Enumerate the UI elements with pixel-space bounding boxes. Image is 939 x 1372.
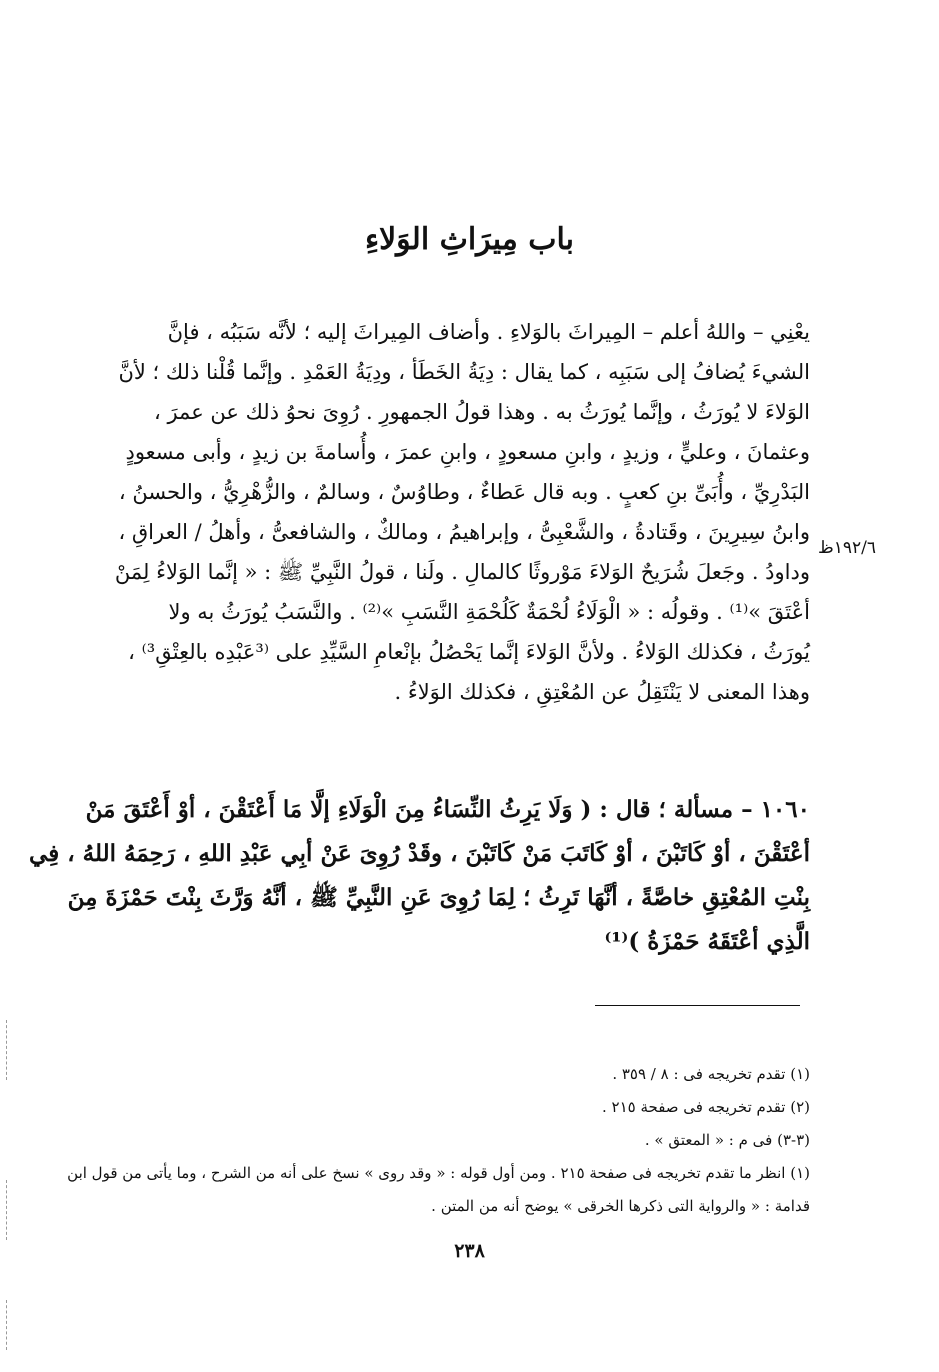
footnote: قدامة : « والرواية التى ذكرها الخرقى » يوضح أنه من المتن . <box>431 1197 810 1215</box>
text-line: يُورَثُ ، فكذلك الوَلاءُ . ولأنَّ الوَلاءَ إنَّما يَحْصُلُ بإنْعامِ السَّيِّدِ على ⁽³عَبْدِه بالعِتْقِ³⁾ ، <box>128 640 810 664</box>
masala-line: الَّذِي أعْتَقَهُ حَمْزَةُ )⁽¹⁾ <box>604 928 810 955</box>
scan-edge-mark <box>6 1020 7 1080</box>
chapter-title: باب مِيرَاثِ الوَلاءِ <box>364 222 575 257</box>
footnote: (٢) تقدم تخريجه فى صفحة ٢١٥ . <box>601 1098 810 1116</box>
footnote: (١) تقدم تخريجه فى : ٨ / ٣٥٩ . <box>612 1065 810 1083</box>
text-line: وابنُ سِيرِينَ ، وقَتادةُ ، والشَّعْبِىُّ ، وإبراهيمُ ، ومالكٌ ، والشافعىُّ ، وأهلُ / العراقِ ، <box>118 520 810 544</box>
page-number: ٢٣٨ <box>454 1240 485 1262</box>
margin-reference: ١٩٢/٦ظ <box>818 538 876 558</box>
masala-line: بِنْتِ المُعْتِقِ خاصَّةً ، أنَّهَا تَرِثُ ؛ لِمَا رُوِىَ عَنِ النَّبِيِّ ﷺ ، أنَّهُ وَرَّثَ بِنْتَ حَمْزَةَ مِنَ <box>67 884 810 911</box>
text-line: يعْنِي – واللهُ أعلم – المِيراثَ بالوَلاءِ . وأضاف المِيراثَ إليه ؛ لأنَّه سَبَبُه ، فإنَّ <box>167 320 810 344</box>
text-line: الوَلاءَ لا يُورَثُ ، وإنَّما يُورَثُ به . وهذا قولُ الجمهورِ . رُوِىَ نحوُ ذلك عن عمرَ ، <box>154 400 810 424</box>
scan-edge-mark <box>6 1180 7 1240</box>
masala-line: ١٠٦٠ – مسألة ؛ قال : ( وَلَا يَرِثُ النِّسَاءُ مِنَ الْوَلَاءِ إلَّا مَا أَعْتَقْنَ ، أوْ أَعْتَقَ مَنْ <box>85 796 810 823</box>
text-line: أعْتَقَ »⁽¹⁾ . وقولُه : « الْوَلَاءُ لُحْمَةٌ كَلُحْمَةِ النَّسَبِ »⁽²⁾ . والنَّسَبُ يُورَثُ به ولا <box>168 600 810 624</box>
masala-paragraph <box>29 788 810 964</box>
main-paragraph <box>114 312 810 712</box>
text-line: وعثمانَ ، وعليٍّ ، وزيدٍ ، وابنِ مسعودٍ ، وابنِ عمرَ ، وأُسامةَ بن زيدٍ ، وأبى مسعودٍ <box>125 440 810 464</box>
footnote: (١) انظر ما تقدم تخريجه فى صفحة ٢١٥ . ومن أول قوله : « وقد روى » نسخ على أنه من الشرح ، وما يأتى من قول ابن <box>67 1164 810 1182</box>
footnote-divider <box>595 1005 800 1006</box>
text-line: وهذا المعنى لا يَنْتَقِلُ عن المُعْتِقِ ، فكذلك الوَلاءُ . <box>394 680 810 704</box>
text-line: البَدْرِيِّ ، وأُبَىِّ بنِ كعبٍ . وبه قال عَطاءٌ ، وطاوُسٌ ، وسالمٌ ، والزُّهْرِيُّ ، والحسنُ ، <box>118 480 810 504</box>
text-line: الشيءَ يُضافُ إلى سَبَبِه ، كما يقال : دِيَةُ الخَطَأ ، ودِيَةُ العَمْدِ . وإنَّما قُلْنا ذلك ؛ لأنَّ <box>118 360 810 384</box>
footnote: (٣-٣) فى م : « المعتق » . <box>644 1131 810 1149</box>
masala-line: أعْتَقْنَ ، أوْ كَاتَبْنَ ، أوْ كَاتَبَ مَنْ كَاتَبْنَ ، وقَدْ رُوِىَ عَنْ أبِي عَبْدِ اللهِ ، رَحِمَهُ اللهُ ، فِي <box>29 840 810 867</box>
scan-edge-mark <box>6 1300 7 1350</box>
footnotes <box>67 1058 810 1223</box>
text-line: وداودُ . وجَعلَ شُرَيحٌ الوَلاءَ مَوْروثًا كالمالِ . ولَنا ، قولُ النَّبِيِّ ﷺ : « إنَّما الوَلاءُ لِمَنْ <box>114 560 810 584</box>
